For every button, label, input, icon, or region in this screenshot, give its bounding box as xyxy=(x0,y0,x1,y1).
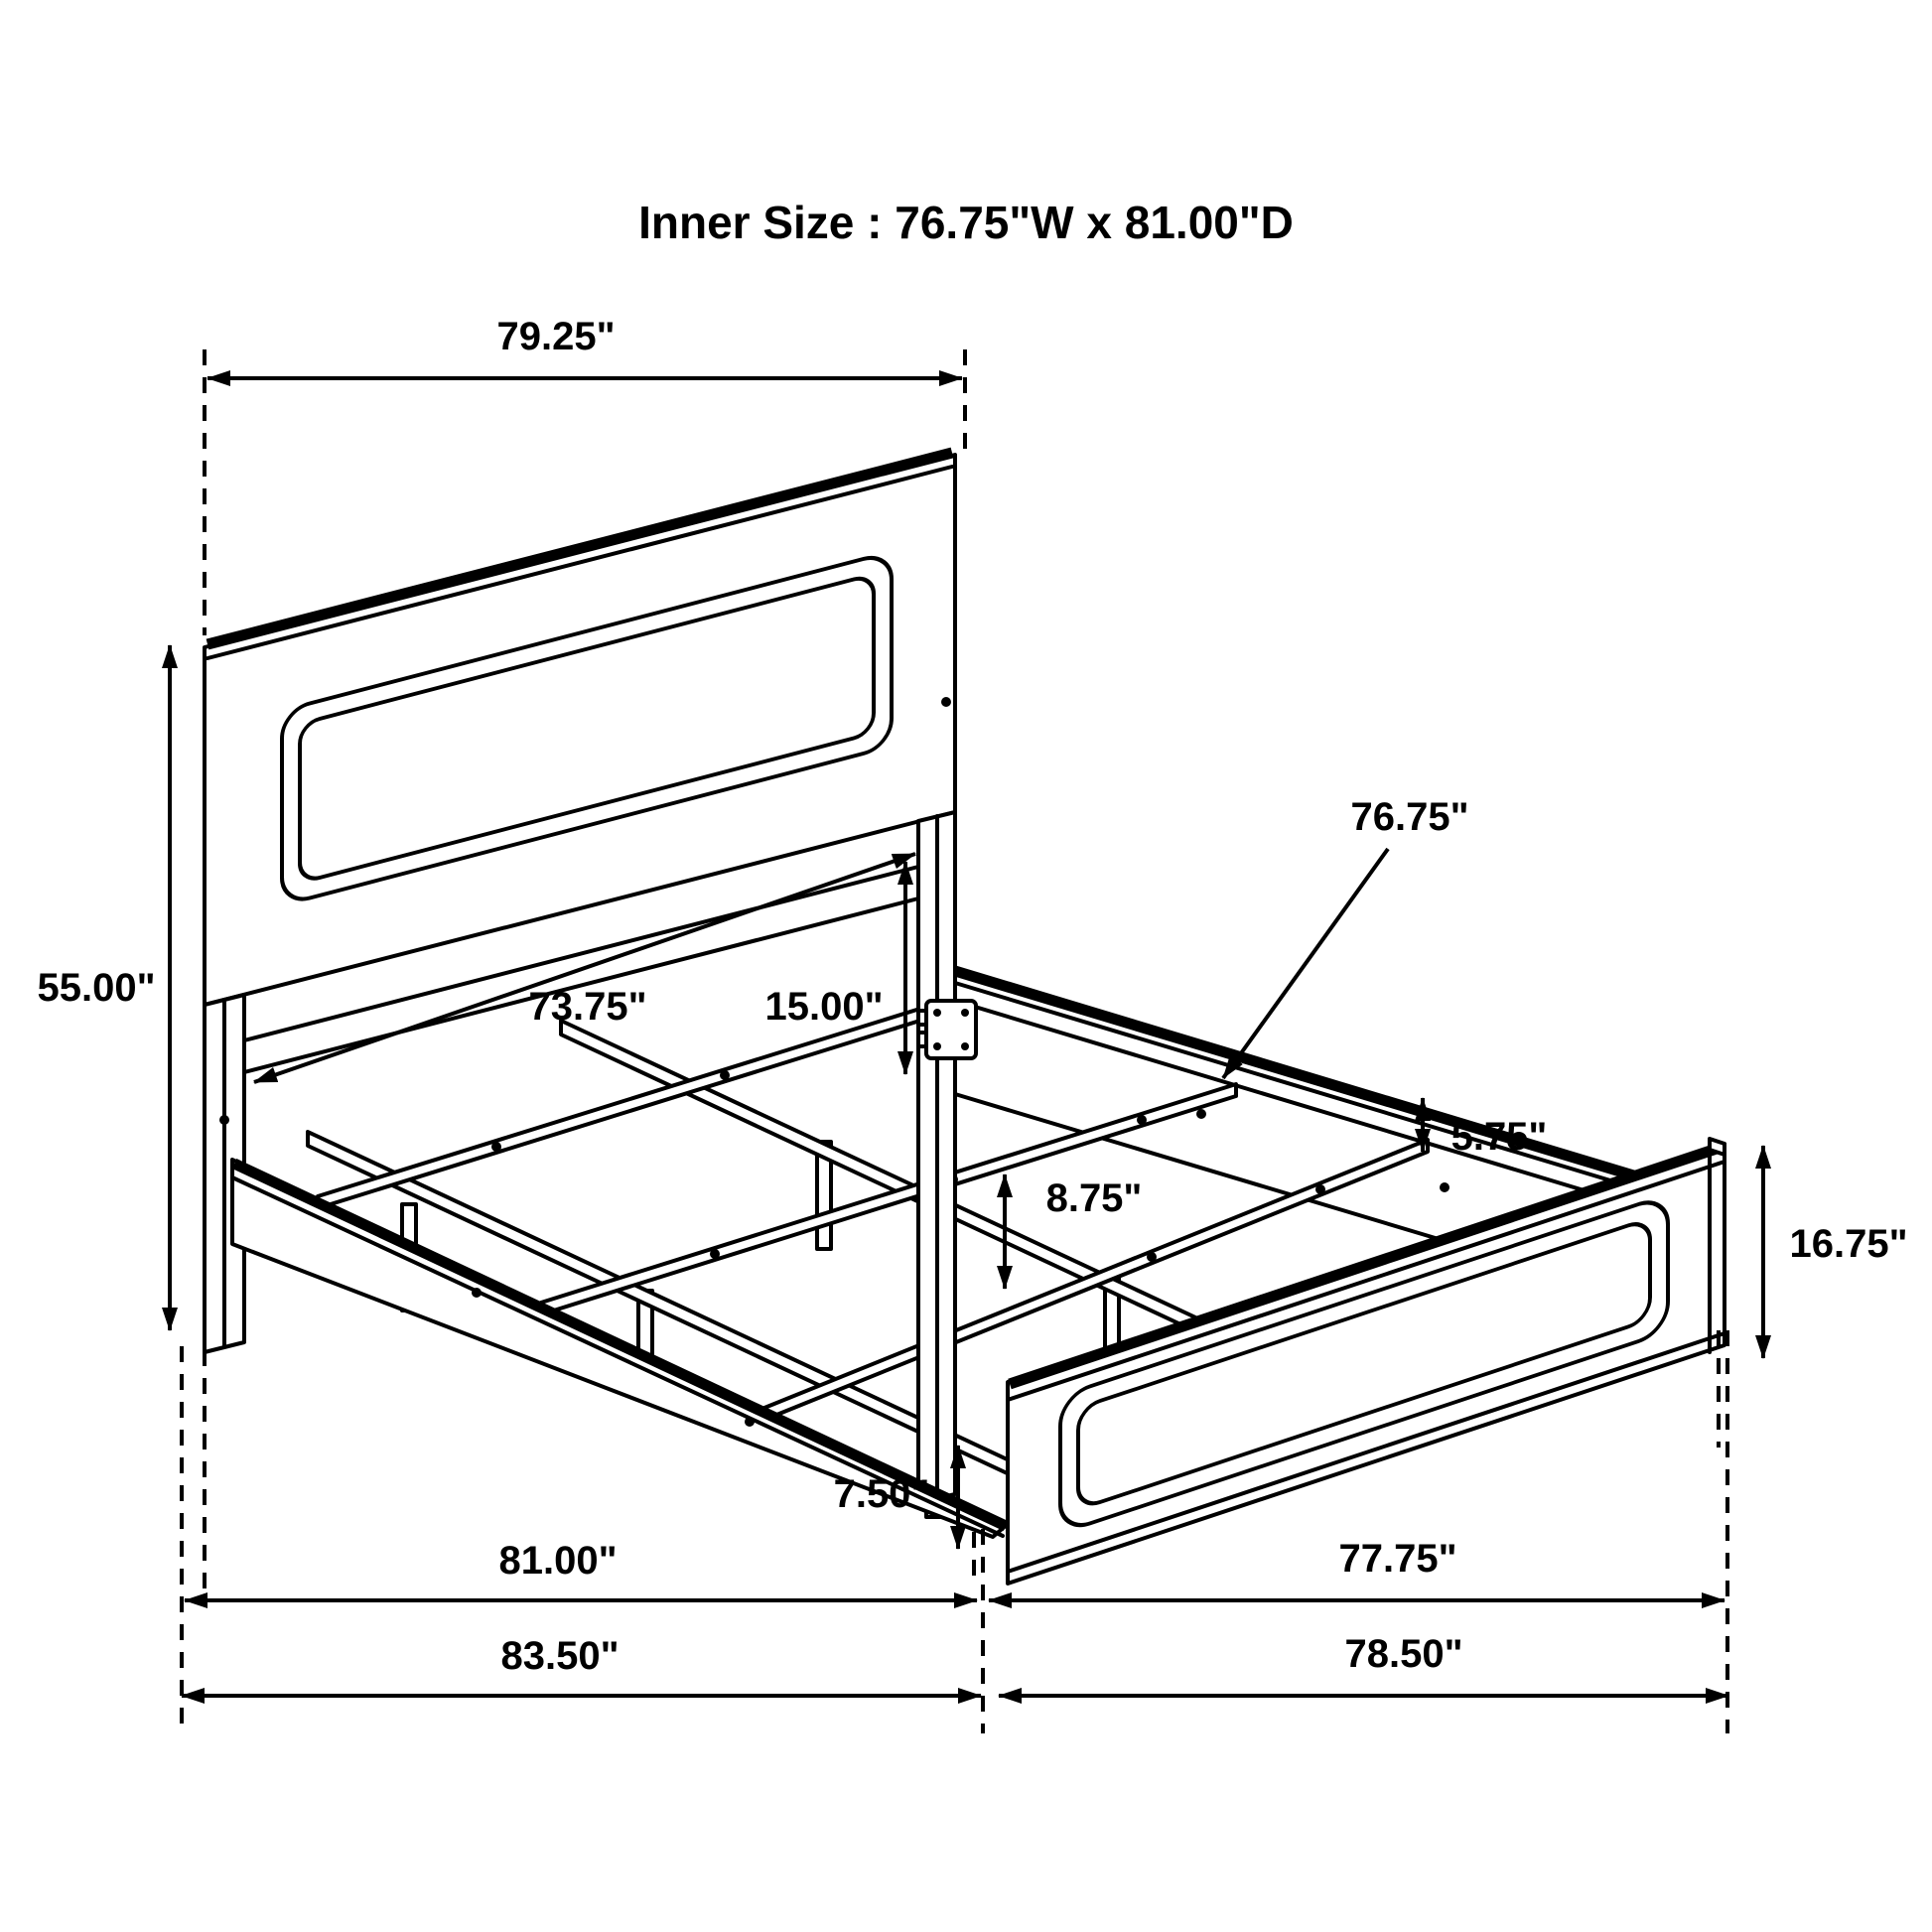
label-headboard-height: 55.00" xyxy=(37,966,156,1010)
label-headboard-inner-width: 73.75" xyxy=(528,985,647,1029)
diagram-title: Inner Size : 76.75"W x 81.00"D xyxy=(638,197,1294,248)
label-footboard-overall-width: 78.50" xyxy=(1344,1632,1463,1676)
leader-arrow-slat-width xyxy=(1223,849,1388,1078)
label-slat-height: 8.75" xyxy=(1045,1176,1143,1220)
label-footboard-height: 16.75" xyxy=(1789,1222,1908,1266)
label-footboard-inner-width: 77.75" xyxy=(1338,1537,1457,1581)
headboard-right-post xyxy=(918,697,955,1503)
label-inner-depth: 81.00" xyxy=(498,1539,618,1583)
label-panel-gap: 15.00" xyxy=(764,985,884,1029)
label-floor-clearance: 7.50" xyxy=(833,1472,930,1516)
label-headboard-width: 79.25" xyxy=(496,315,616,358)
label-overall-depth: 83.50" xyxy=(500,1634,620,1678)
rail-bracket xyxy=(918,1001,976,1058)
label-slat-width: 76.75" xyxy=(1350,795,1469,839)
label-rail-above-slat: 5.75" xyxy=(1450,1115,1548,1159)
